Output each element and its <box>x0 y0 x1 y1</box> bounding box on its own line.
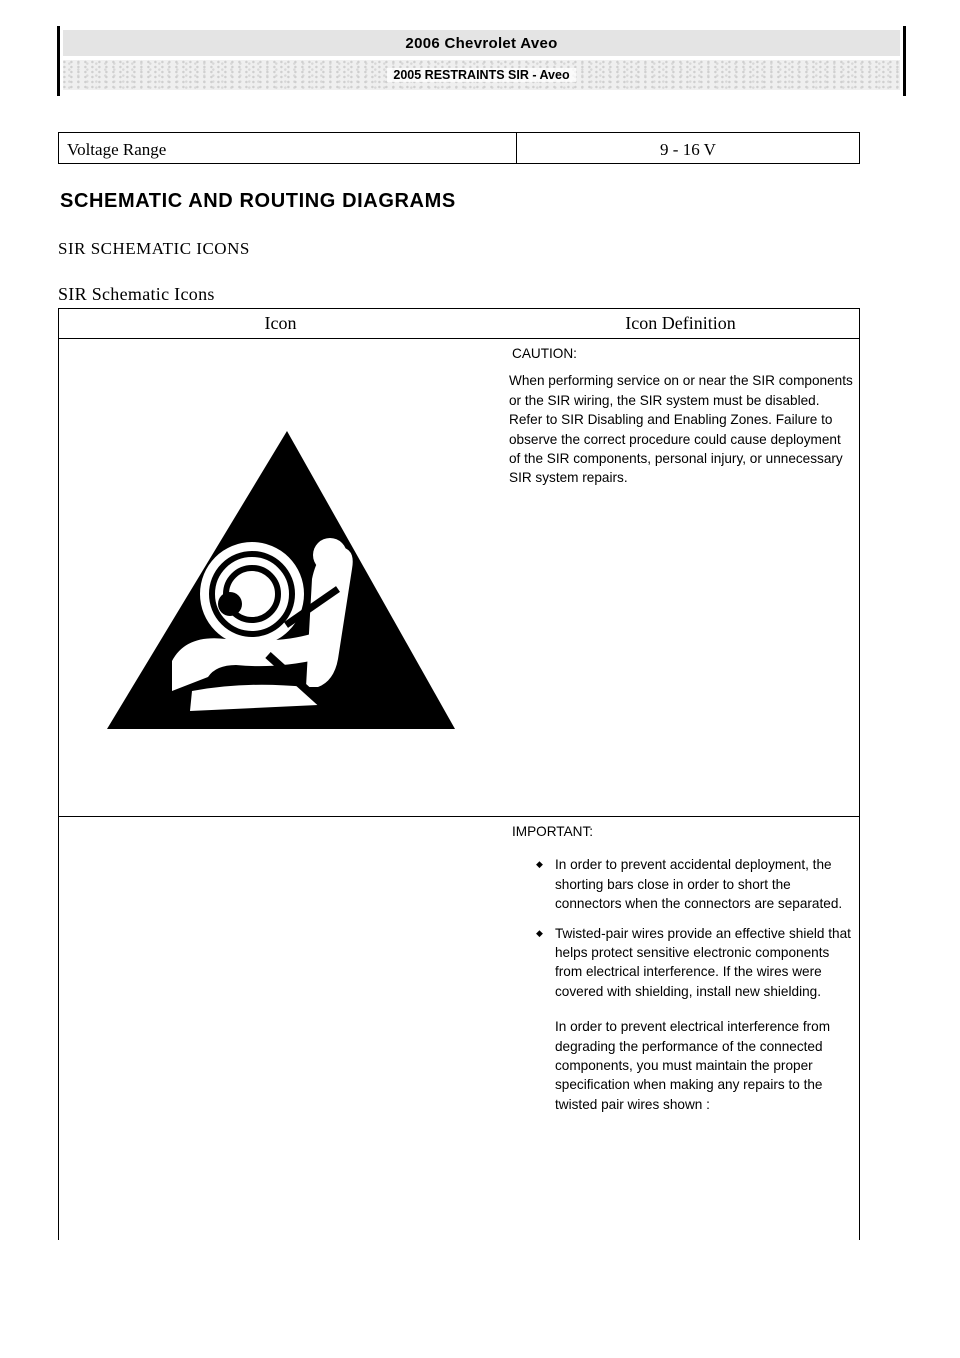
sub-heading: SIR SCHEMATIC ICONS <box>58 239 250 258</box>
caution-definition <box>509 344 855 488</box>
caution-label: CAUTION: <box>512 346 577 361</box>
twisted-pair-note: In order to prevent electrical interference from degrading the performance of the connected components, you must maintain the proper specification when making any repairs to the twisted pair wires shown : <box>555 1019 831 1112</box>
header-title: 2006 Chevrolet Aveo <box>63 30 900 56</box>
important-bullet-list <box>509 855 855 1001</box>
header-right-rule <box>903 26 906 96</box>
table-header-row <box>59 309 859 339</box>
column-header-icon: Icon <box>264 313 297 333</box>
header-subtitle-band <box>63 60 900 90</box>
caution-text: When performing service on or near the SIR components or the SIR wiring, the SIR system must be disabled. Refer to SIR Disabling and Enabling Zones. Failure to observe the correct procedure could cause deployment of the SIR components, personal injury, or unnecessary SIR system repairs. <box>509 373 853 486</box>
column-header-definition: Icon Definition <box>625 313 736 333</box>
table-caption: SIR Schematic Icons <box>58 284 215 304</box>
voltage-value: 9 - 16 V <box>660 140 716 159</box>
section-heading: SCHEMATIC AND ROUTING DIAGRAMS <box>60 190 456 212</box>
list-item: ◆ In order to prevent accidental deployment, the shorting bars close in order to short the connectors when the connectors are separated. <box>555 855 855 913</box>
header-left-rule <box>57 26 60 96</box>
voltage-table <box>58 132 860 164</box>
important-definition <box>509 822 855 1114</box>
important-label: IMPORTANT: <box>512 824 594 839</box>
table-row <box>59 339 859 817</box>
header-subtitle: 2005 RESTRAINTS SIR - Aveo <box>387 68 575 82</box>
schematic-icons-table <box>58 308 860 1240</box>
table-row <box>59 817 859 1241</box>
voltage-label: Voltage Range <box>59 133 517 163</box>
document-header <box>57 26 906 96</box>
list-item: ◆ Twisted-pair wires provide an effective shield that helps protect sensitive electronic components from electrical interference. If the wires were covered with shielding, install new shielding. <box>555 924 855 1002</box>
airbag-warning-triangle-icon <box>106 429 456 731</box>
